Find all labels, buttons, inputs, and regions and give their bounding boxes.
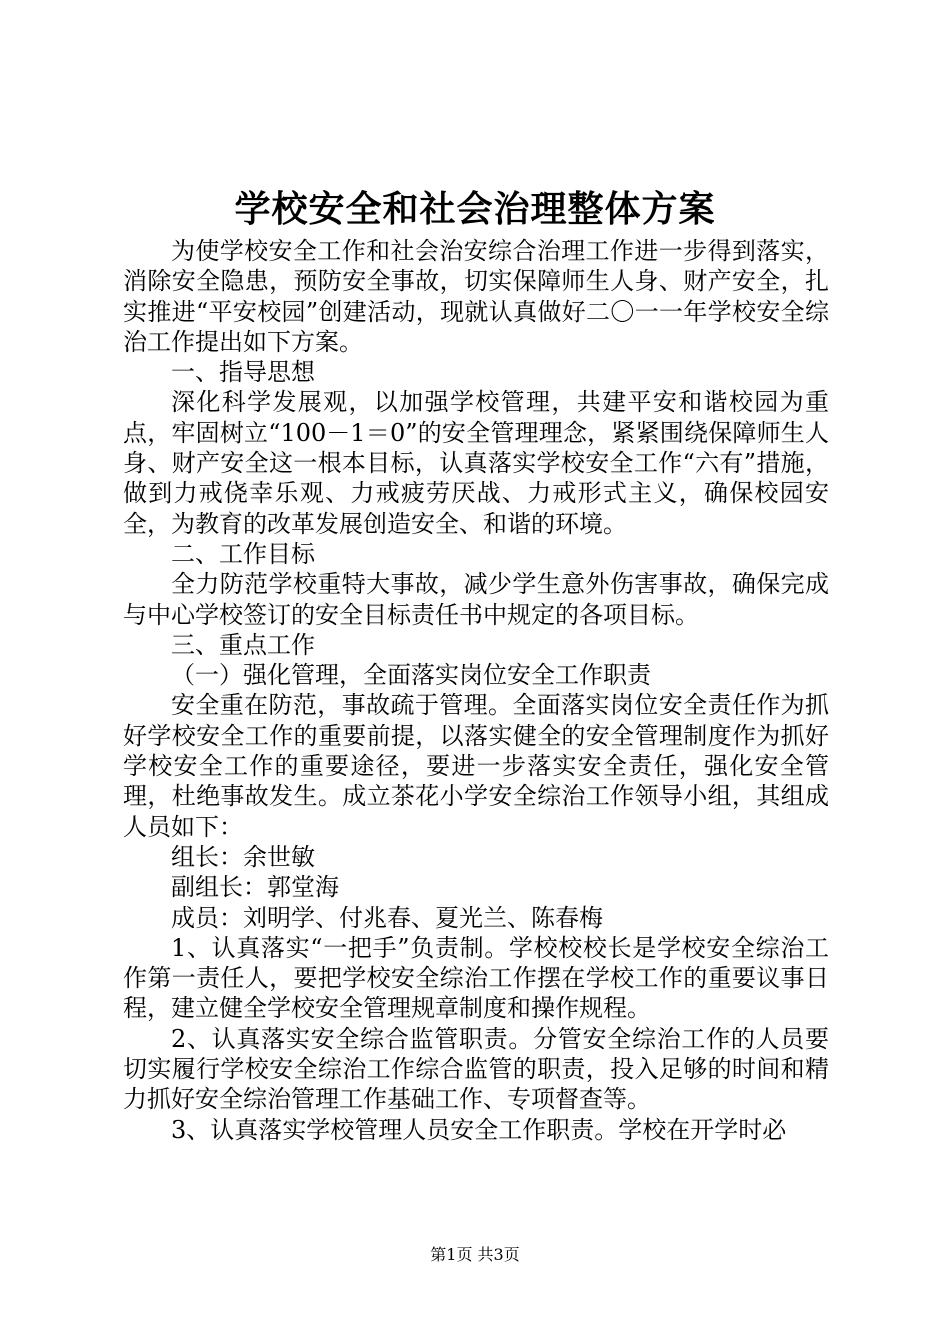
paragraph-intro: 为使学校安全工作和社会治安综合治理工作进一步得到落实，消除安全隐患，预防安全事故，切实保障师生人身、财产安全，扎实推进“平安校园”创建活动，现就认真做好二〇一一年学校安全综治工作提出如下方案。 [123,237,829,356]
team-members: 成员：刘明学、付兆春、夏光兰、陈春梅 [171,903,603,932]
list-item-2: 2、认真落实安全综合监管职责。分管安全综治工作的人员要切实履行学校安全综治工作综合监管的职责，投入足够的时间和精力抓好安全综治管理工作基础工作、专项督查等。 [123,1024,829,1114]
document-title: 学校安全和社会治理整体方案 [234,188,716,230]
page-footer: 第1页 共3页 [430,1245,520,1264]
list-item-1: 1、认真落实“一把手”负责制。学校校校长是学校安全综治工作第一责任人，要把学校安全综治工作摆在学校工作的重要议事日程，建立健全学校安全管理规章制度和操作规程。 [123,933,829,1023]
list-item-3: 3、认真落实学校管理人员安全工作职责。学校在开学时必 [171,1115,787,1144]
paragraph-guiding-ideology: 深化科学发展观，以加强学校管理，共建平安和谐校园为重点，牢固树立“100－1＝0”的安全管理理念，紧紧围绕保障师生人身、财产安全这一根本目标，认真落实学校安全工作“六有”措施，做到力戒侥幸乐观、力戒疲劳厌战、力戒形式主义，确保校园安全，为教育的改革发展创造安全、和谐的环境。 [123,388,829,538]
section-heading-work-goals: 二、工作目标 [171,539,315,568]
paragraph-work-goals: 全力防范学校重特大事故，减少学生意外伤害事故，确保完成与中心学校签订的安全目标责任书中规定的各项目标。 [123,570,829,629]
section-heading-key-work: 三、重点工作 [171,630,315,659]
team-leader: 组长：余世敏 [171,842,315,871]
team-deputy-leader: 副组长：郭堂海 [171,873,339,902]
paragraph-management: 安全重在防范，事故疏于管理。全面落实岗位安全责任作为抓好学校安全工作的重要前提，以落实健全的安全管理制度作为抓好学校安全工作的重要途径，要进一步落实安全责任，强化安全管理，杜绝事故发生。成立茶花小学安全综治工作领导小组，其组成人员如下： [123,691,829,841]
section-heading-guiding-ideology: 一、指导思想 [171,358,315,387]
subsection-heading-management: （一）强化管理，全面落实岗位安全工作职责 [171,661,651,690]
document-body [123,236,829,1145]
